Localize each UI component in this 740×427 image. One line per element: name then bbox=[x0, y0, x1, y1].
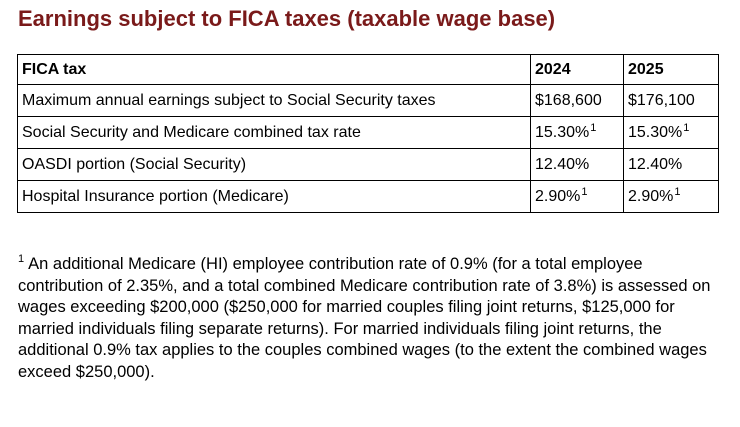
row-label: Hospital Insurance portion (Medicare) bbox=[18, 181, 531, 213]
value-text: 15.30% bbox=[535, 123, 590, 141]
footnote-marker: 1 bbox=[683, 121, 690, 134]
value-text: 15.30% bbox=[628, 123, 683, 141]
header-2024: 2024 bbox=[531, 55, 624, 85]
footnote-text: An additional Medicare (HI) employee contribution rate of 0.9% (for a total employee contribution of 2.35%, and a total combined Medicare contribution rate of 3.8%) is assessed on wages exceeding $200,000 ($250,000 for married couples filing joint returns, $125,000 for married individuals filing separate returns). For married individuals filing joint returns, the additional 0.9% tax applies to the couples combined wages (to the extent the combined wages exceed $250,000). bbox=[18, 255, 711, 381]
row-label: Social Security and Medicare combined tax rate bbox=[18, 117, 531, 149]
page-title: Earnings subject to FICA taxes (taxable wage base) bbox=[18, 6, 556, 31]
value-2024 bbox=[531, 117, 624, 149]
table-row bbox=[18, 149, 719, 181]
header-2025: 2025 bbox=[624, 55, 719, 85]
value-text: 12.40% bbox=[628, 155, 683, 173]
value-2024 bbox=[531, 85, 624, 117]
value-text: 12.40% bbox=[535, 155, 590, 173]
value-2025 bbox=[624, 117, 719, 149]
footnote-marker: 1 bbox=[590, 121, 597, 134]
value-2024 bbox=[531, 149, 624, 181]
row-label: Maximum annual earnings subject to Social Security taxes bbox=[18, 85, 531, 117]
header-fica-tax: FICA tax bbox=[18, 55, 531, 85]
value-text: $168,600 bbox=[535, 91, 602, 109]
value-text: 2.90% bbox=[535, 187, 581, 205]
value-2025 bbox=[624, 149, 719, 181]
table-header-row bbox=[18, 55, 719, 85]
table-row bbox=[18, 181, 719, 213]
row-label: OASDI portion (Social Security) bbox=[18, 149, 531, 181]
table-row bbox=[18, 85, 719, 117]
footnote bbox=[18, 254, 728, 383]
value-text: 2.90% bbox=[628, 187, 674, 205]
footnote-marker: 1 bbox=[674, 185, 681, 198]
footnote-marker: 1 bbox=[581, 185, 588, 198]
footnote-marker: 1 bbox=[18, 253, 25, 265]
value-2025 bbox=[624, 85, 719, 117]
value-2024 bbox=[531, 181, 624, 213]
fica-table bbox=[17, 54, 719, 213]
value-text: $176,100 bbox=[628, 91, 695, 109]
value-2025 bbox=[624, 181, 719, 213]
table-row bbox=[18, 117, 719, 149]
